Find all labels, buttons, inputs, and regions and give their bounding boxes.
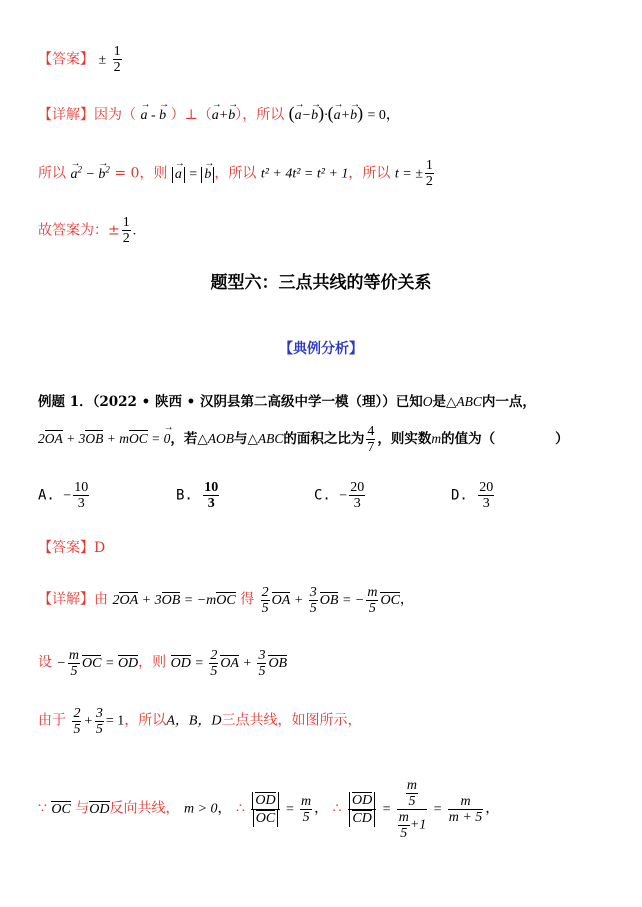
conclusion-text: 故答案为：±	[38, 222, 120, 239]
vector-expr: → a+→ b	[212, 108, 235, 123]
point-o: O	[422, 394, 433, 409]
triangle-abc: △ABC	[247, 431, 284, 446]
od-expression: OD = $\frac{2}{5}$ OA + $\frac{3}{5}$ OB	[170, 648, 288, 679]
abs-expr: → a = → b	[172, 167, 214, 182]
triangle-aob: △AOB	[197, 431, 235, 446]
detail-tag: 【详解】	[38, 591, 94, 608]
option-label: A.	[38, 487, 55, 504]
therefore-symbol: ∴	[235, 800, 245, 817]
example-label: 例题 1．	[38, 394, 93, 410]
eq-zero: = 0，	[367, 108, 400, 123]
option-sign: −	[339, 488, 348, 504]
option-fraction: $\frac{20}{3}$	[479, 480, 494, 511]
detail-text: ，则	[138, 654, 167, 671]
vector-equation: 2OA + 3OB = −mOC	[112, 592, 236, 608]
detail-text: ，所以	[348, 165, 391, 182]
square-expr: → $a^2$ − → $b^2$	[70, 167, 109, 182]
answer-tag: 【答案】	[38, 51, 94, 68]
example-text: 的面积之比为	[283, 431, 365, 447]
answer-tag: 【答案】	[38, 540, 94, 556]
therefore-symbol: ∴	[332, 800, 342, 817]
example-line-2	[38, 424, 569, 455]
example-line-1	[38, 392, 536, 412]
detail-text: 由	[94, 591, 108, 608]
scaled-equation: $\frac{2}{5}$ OA + $\frac{3}{5}$ OB = − $\frac{m}{5}$ OC	[261, 585, 400, 616]
vector-expr: → a - → b	[140, 108, 166, 123]
detail-tag: 【详解】	[38, 107, 94, 123]
since-line	[38, 706, 362, 737]
detail-text: 反向共线，	[109, 800, 180, 817]
ratio-expr-2: $\frac{OD}{CD}$ = $\frac{m}{5}$ $\frac{m}{5}$ +1 = $\frac{m}{m + 5}$	[346, 802, 485, 817]
option-fraction: $\frac{10}{3}$	[74, 480, 89, 511]
m-positive: m > 0	[183, 801, 218, 817]
conclusion-line	[38, 215, 136, 246]
option-c[interactable]	[314, 480, 367, 511]
ratio-fraction: $\frac{4}{7}$	[367, 424, 375, 455]
vector-oc: OC	[51, 801, 71, 817]
detail-text: 设	[38, 654, 52, 671]
detail-text: 因为（	[94, 107, 136, 123]
var-m: m	[431, 431, 442, 446]
eq-one: = 1	[105, 713, 125, 729]
option-label: B.	[176, 487, 193, 504]
because-line: ∵ OC 与OD反向共线， m > 0， ∴ $\frac{OD}{OC}$ = $\frac{m}{5}$ ， ∴ $\frac{OD}{CD}$ = $\frac{m}{5}$ $\frac{m}{5}$ +1 = $\frac{m}{m + 5}$ ，	[38, 778, 500, 841]
detail-text: ，所以	[214, 165, 257, 182]
detail-line-1	[38, 103, 400, 126]
t-fraction: $\frac{1}{2}$	[425, 158, 433, 189]
detail-text: = 0，则	[114, 165, 168, 182]
answer-value-sign: ±	[98, 52, 107, 68]
option-label: D.	[451, 487, 468, 504]
detail-text: ），所以	[235, 107, 285, 123]
because-symbol: ∵	[38, 800, 47, 817]
detail-line-3	[38, 585, 414, 616]
answer-value-fraction: $\frac{1}{2}$	[113, 44, 121, 75]
subsection-title: 【典例分析】	[279, 341, 363, 357]
sum-expression: $\frac{2}{5}$ + $\frac{3}{5}$	[73, 706, 103, 737]
answer-value: D	[94, 540, 106, 556]
detail-text: 所以	[38, 165, 66, 182]
vector-equation: 2OA + 3OB + mOC = → 0	[38, 431, 170, 446]
option-sign: −	[63, 488, 72, 504]
answer-line-2	[38, 538, 105, 558]
example-text: ，若	[170, 431, 198, 447]
detail-line-2	[38, 158, 436, 189]
dot-product-expr: (→ a−→ b)·(→ a+→ b)	[289, 108, 363, 123]
option-a[interactable]	[38, 480, 91, 511]
period: .	[132, 223, 137, 239]
example-source: （2022 • 陕西 • 汉阴县第二高级中学一模（理））已知	[92, 394, 423, 410]
option-fraction: $\frac{20}{3}$	[350, 480, 365, 511]
perp-text: ）⊥（	[170, 107, 212, 123]
option-fraction: $\frac{10}{3}$	[204, 480, 219, 511]
example-text: ）	[555, 431, 569, 447]
conclusion-fraction: $\frac{1}{2}$	[122, 215, 130, 246]
answer-line-1	[38, 44, 124, 75]
example-text: 的值为（	[441, 431, 496, 447]
option-label: C.	[314, 487, 331, 504]
od-definition: − $\frac{m}{5}$ OC = OD	[56, 648, 139, 679]
t-equation: t² + 4t² = t² + 1	[260, 166, 349, 182]
option-d[interactable]	[451, 480, 496, 511]
example-text: 内一点，	[481, 394, 536, 410]
detail-text: 由于	[38, 712, 66, 729]
example-text: ，则实数	[377, 431, 432, 447]
triangle-abc: △ABC	[445, 394, 482, 409]
comma: ，	[399, 592, 414, 608]
example-text: 与	[234, 431, 248, 447]
detail-text: ，所以	[124, 712, 167, 729]
ratio-expr-1: $\frac{OD}{OC}$ = $\frac{m}{5}$	[249, 802, 314, 817]
detail-text: 三点共线，如图所示，	[221, 712, 362, 729]
t-value: t = ±	[394, 166, 423, 182]
points-abd: A，B，D	[166, 713, 222, 729]
detail-text: 得	[240, 591, 255, 608]
vector-od: OD	[89, 801, 110, 817]
section-title: 题型六：三点共线的等价关系	[210, 273, 432, 293]
let-line	[38, 648, 287, 679]
comma: ，	[485, 801, 500, 817]
detail-text: 与	[75, 800, 90, 817]
example-text: 是	[432, 394, 446, 410]
option-b[interactable]	[176, 480, 221, 511]
